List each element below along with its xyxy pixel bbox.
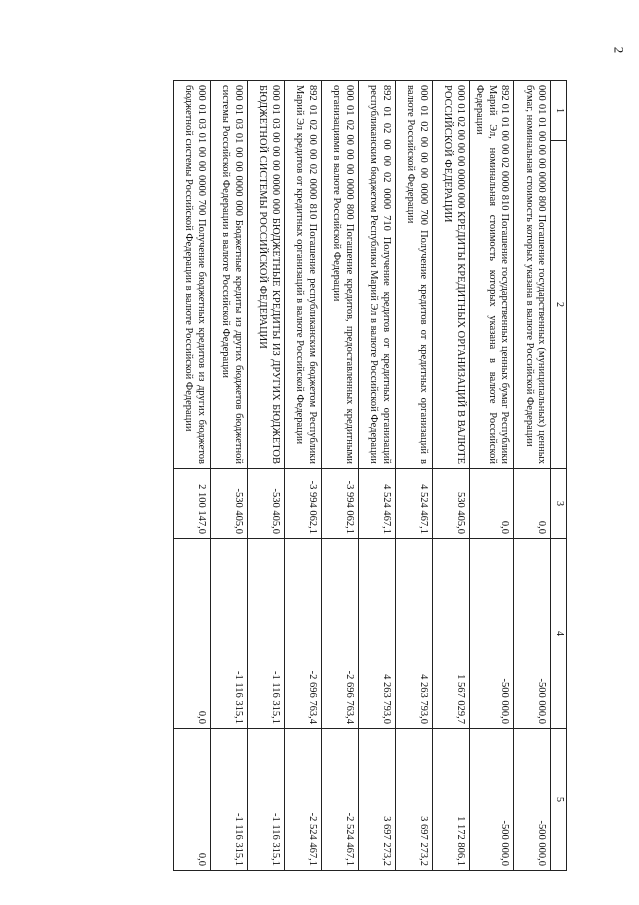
- row-value-col-5: -1 116 315,1: [248, 729, 285, 871]
- row-value-col-5: -500 000,0: [470, 729, 515, 871]
- row-code: 000 01 02 00 00 00 0000 700: [418, 85, 429, 226]
- row-value-col-5: -2 524 467,1: [285, 729, 322, 871]
- budget-sources-table: [173, 80, 567, 871]
- row-name: Бюджетные кредиты из других бюджетов бюджетной системы Российской Федерации в валюте Российской Федерации: [220, 85, 244, 465]
- row-value-col-3: 0,0: [514, 469, 551, 539]
- row-name: Получение кредитов от кредитных организаций республиканским бюджетом Республики Марий Эл в валюте Российской Федерации: [368, 85, 392, 465]
- row-value-col-5: -1 116 315,1: [211, 729, 248, 871]
- row-value-col-4: 1 567 029,7: [433, 539, 470, 729]
- row-value-col-4: 4 263 793,0: [396, 539, 433, 729]
- rotated-table-container: [62, 80, 567, 870]
- row-code-and-name: [396, 81, 433, 469]
- row-value-col-3: 0,0: [470, 469, 515, 539]
- row-code: 000 01 02 00 00 00 0000 000: [455, 85, 466, 209]
- row-code-and-name: [514, 81, 551, 469]
- row-value-col-4: -500 000,0: [470, 539, 515, 729]
- table-row: [433, 81, 470, 871]
- row-code-and-name: [174, 81, 211, 469]
- table-body: [174, 81, 552, 871]
- header-col-4: 4: [551, 539, 567, 729]
- table-row: [322, 81, 359, 871]
- row-code: 892 01 02 00 00 02 0000 710: [381, 85, 392, 231]
- row-value-col-4: -1 116 315,1: [211, 539, 248, 729]
- row-name: БЮДЖЕТНЫЕ КРЕДИТЫ ИЗ ДРУГИХ БЮДЖЕТОВ БЮДЖЕТНОЙ СИСТЕМЫ РОССИЙСКОЙ ФЕДЕРАЦИИ: [257, 85, 281, 465]
- row-value-col-3: 4 524 467,1: [359, 469, 396, 539]
- row-value-col-5: -500 000,0: [514, 729, 551, 871]
- row-code: 892 01 01 00 00 02 0000 810: [499, 85, 511, 211]
- table-row: [174, 81, 211, 871]
- row-value-col-5: 0,0: [174, 729, 211, 871]
- header-col-3: 3: [551, 469, 567, 539]
- row-code: 000 01 01 00 00 00 0000 800: [536, 85, 548, 212]
- row-code-and-name: [359, 81, 396, 469]
- row-value-col-5: 3 697 273,2: [396, 729, 433, 871]
- row-value-col-3: 2 100 147,0: [174, 469, 211, 539]
- row-code-and-name: [322, 81, 359, 469]
- row-value-col-5: 3 697 273,2: [359, 729, 396, 871]
- header-col-2: 2: [551, 141, 567, 469]
- table-row: [396, 81, 433, 871]
- row-code: 000 01 02 00 00 00 0000 800: [344, 85, 355, 220]
- row-value-col-3: -3 994 062,1: [285, 469, 322, 539]
- row-value-col-4: -2 696 763,4: [285, 539, 322, 729]
- row-name: КРЕДИТЫ КРЕДИТНЫХ ОРГАНИЗАЦИЙ В ВАЛЮТЕ РОССИЙСКОЙ ФЕДЕРАЦИИ: [442, 85, 466, 464]
- table-row: [285, 81, 322, 871]
- row-value-col-3: 4 524 467,1: [396, 469, 433, 539]
- header-row: [551, 81, 567, 871]
- row-value-col-5: 1 172 806,1: [433, 729, 470, 871]
- row-value-col-3: -3 994 062,1: [322, 469, 359, 539]
- row-value-col-4: -500 000,0: [514, 539, 551, 729]
- row-code: 000 01 03 01 00 00 0000 000: [233, 85, 244, 216]
- row-value-col-4: -1 116 315,1: [248, 539, 285, 729]
- row-code-and-name: [470, 81, 515, 469]
- row-name: Погашение государственных (муниципальных) ценных бумаг, номинальная стоимость которых указана в валюте Российской Федерации: [524, 85, 548, 465]
- row-value-col-5: -2 524 467,1: [322, 729, 359, 871]
- row-code-and-name: [285, 81, 322, 469]
- row-value-col-3: -530 405,0: [211, 469, 248, 539]
- row-name: Погашение кредитов, предоставленных кредитными организациями в валюте Российской Федерации: [331, 85, 355, 465]
- row-code-and-name: [211, 81, 248, 469]
- row-value-col-4: -2 696 763,4: [322, 539, 359, 729]
- table-row: [359, 81, 396, 871]
- row-value-col-4: 0,0: [174, 539, 211, 729]
- header-col-1: 1: [551, 81, 567, 141]
- row-value-col-3: 530 405,0: [433, 469, 470, 539]
- row-code-and-name: [433, 81, 470, 469]
- row-code: 000 01 03 01 00 00 0000 700: [196, 85, 207, 216]
- table-row: [470, 81, 515, 871]
- header-col-5: 5: [551, 729, 567, 871]
- row-code-and-name: [248, 81, 285, 469]
- row-value-col-3: -530 405,0: [248, 469, 285, 539]
- page-number: 2: [610, 46, 626, 54]
- table-row: [514, 81, 551, 871]
- row-code: 892 01 02 00 00 02 0000 810: [307, 85, 318, 220]
- row-name: Погашение республиканским бюджетом Республики Марий Эл кредитов от кредитных организаций в валюте Российской Федерации: [294, 85, 318, 464]
- table-row: [211, 81, 248, 871]
- row-code: 000 01 03 00 00 00 0000 000: [270, 85, 281, 215]
- table-row: [248, 81, 285, 871]
- row-name: Получение бюджетных кредитов из других бюджетов бюджетной системы Российской Федерации в валюте Российской Федерации: [183, 85, 207, 464]
- row-value-col-4: 4 263 793,0: [359, 539, 396, 729]
- row-name: Получение кредитов от кредитных организаций в валюте Российской Федерации: [405, 85, 429, 465]
- row-name: Погашение государственных ценных бумаг Республики Марий Эл, номинальная стоимость которых указана в валюте Российской Федерации: [474, 85, 511, 465]
